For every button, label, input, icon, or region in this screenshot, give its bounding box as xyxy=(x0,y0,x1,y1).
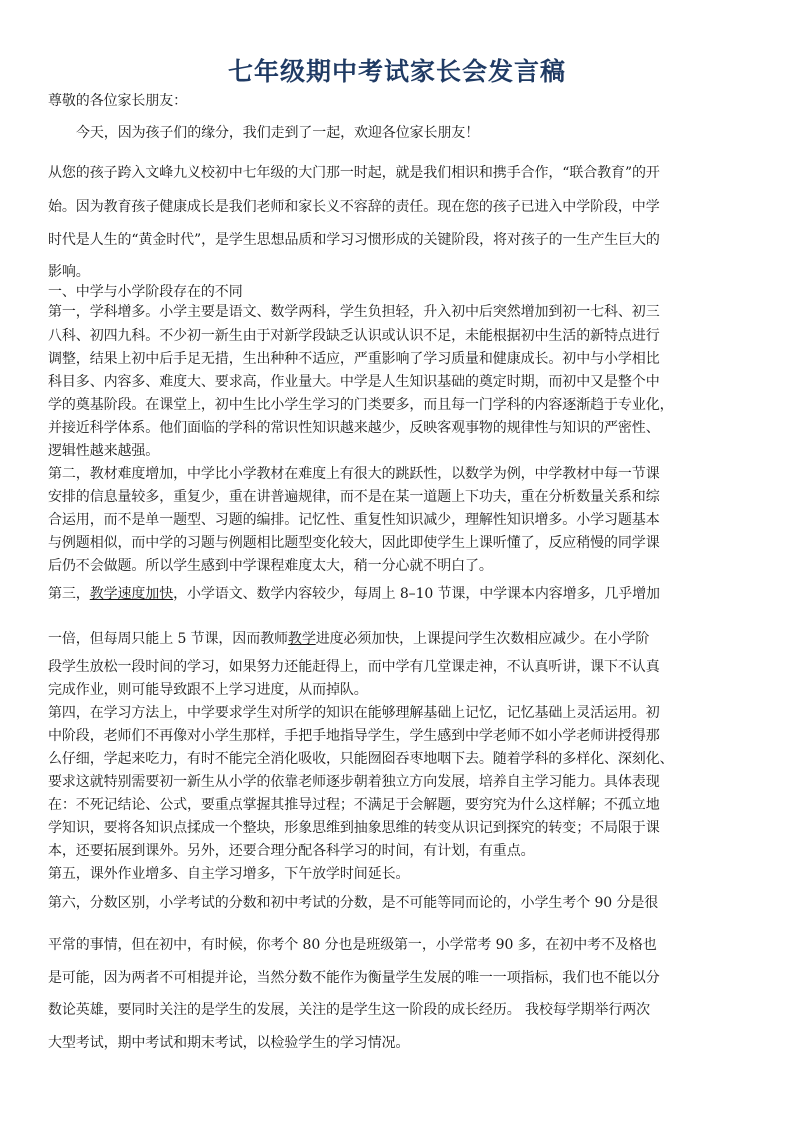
paragraph-line: 数论英雄，要同时关注的是学生的发展，关注的是学生这一阶段的成长经历。 我校每学期举行两次 xyxy=(48,1002,651,1018)
paragraph-line: 影响。 xyxy=(48,264,90,280)
greeting: 尊敬的各位家长朋友： xyxy=(48,93,187,109)
section-heading: 一、中学与小学阶段存在的不同 xyxy=(48,284,243,300)
link-text[interactable]: 教学 xyxy=(287,631,316,647)
paragraph-line: 平常的事情，但在初中，有时候，你考个 80 分也是班级第一，小学常考 90 多，在初中考不及格也 xyxy=(48,937,657,953)
paragraph-line: 与例题相似，而中学的习题与例题相比题型变化较大，因此即使学生上课听懂了，反应稍慢的同学课 xyxy=(48,535,660,551)
paragraph-line: 在：不死记结论、公式，要重点掌握其推导过程；不满足于会解题，要穷究为什么这样解；不孤立地 xyxy=(48,797,660,813)
paragraph-line xyxy=(48,584,750,604)
paragraph-line: 合运用，而不是单一题型、习题的编排。记忆性、重复性知识减少，理解性知识增多。小学习题基本 xyxy=(48,512,660,528)
paragraph-line: 后仍不会做题。所以学生感到中学课程难度太大，稍一分心就不明白了。 xyxy=(48,558,493,574)
link-text[interactable]: 教学速度加快 xyxy=(89,586,174,602)
paragraph-line: 调整，结果上初中后手足无措，生出种种不适应，严重影响了学习质量和健康成长。初中与小学相比 xyxy=(48,351,660,367)
paragraph-line: 第二，教材难度增加，中学比小学教材在难度上有很大的跳跃性，以数学为例，中学教材中每一节课 xyxy=(48,466,660,482)
paragraph-line: 逻辑性越来越强。 xyxy=(48,443,160,459)
paragraph-line: 第一，学科增多。小学主要是语文、数学两科，学生负担轻，升入初中后突然增加到初一七科、初三 xyxy=(48,304,660,320)
paragraph-line: 今天，因为孩子们的缘分，我们走到了一起，欢迎各位家长朋友！ xyxy=(76,125,480,141)
paragraph-line: 完成作业，则可能导致跟不上学习进度，从而掉队。 xyxy=(48,682,368,698)
paragraph-line: 学知识，要将各知识点揉成一个整块，形象思维到抽象思维的转变从识记到探究的转变；不局限于课 xyxy=(48,820,660,836)
paragraph-text: 进度必须加快，上课提问学生次数相应减少。在小学阶 xyxy=(315,631,650,647)
paragraph-line: 安排的信息量较多，重复少，重在讲普遍规律，而不是在某一道题上下功夫，重在分析数量关系和综 xyxy=(48,489,660,505)
paragraph-line: 并接近科学体系。他们面临的学科的常识性知识越来越少，反映客观事物的规律性与知识的严密性、 xyxy=(48,420,660,436)
paragraph-line: 是可能，因为两者不可相提并论，当然分数不能作为衡量学生发展的唯一一项指标，我们也不能以分 xyxy=(48,970,660,986)
paragraph-line: 八科、初四九科。不少初一新生由于对新学段缺乏认识或认识不足，未能根据初中生活的新特点进行 xyxy=(48,328,660,344)
paragraph-line: 第四，在学习方法上，中学要求学生对所学的知识在能够理解基础上记忆，记忆基础上灵活运用。初 xyxy=(48,705,660,721)
paragraph-line: 第六，分数区别，小学考试的分数和初中考试的分数，是不可能等同而论的，小学生考个 90 分是很 xyxy=(48,895,659,911)
paragraph-text: 一倍，但每周只能上 5 节课，因而教师 xyxy=(48,631,288,647)
paragraph-line: 要求这就特别需要初一新生从小学的依靠老师逐步朝着独立方向发展，培养自主学习能力。具体表现 xyxy=(48,774,660,790)
paragraph-line: 么仔细，学起来吃力，有时不能完全消化吸收，只能囫囵吞枣地咽下去。随着学科的多样化、深刻化、 xyxy=(48,751,674,767)
paragraph-line: 始。因为教育孩子健康成长是我们老师和家长义不容辞的责任。现在您的孩子已进入中学阶段，中学 xyxy=(48,199,660,215)
paragraph-line: 中阶段，老师们不再像对小学生那样，手把手地指导学生，学生感到中学老师不如小学老师讲授得那 xyxy=(48,728,660,744)
paragraph-line: 从您的孩子跨入文峰九义校初中七年级的大门那一时起，就是我们相识和携手合作，“联合教育”的开 xyxy=(48,165,660,181)
paragraph-line: 本，还要拓展到课外。另外，还要合理分配各科学习的时间，有计划，有重点。 xyxy=(48,843,535,859)
paragraph-line: 大型考试，期中考试和期末考试，以检验学生的学习情况。 xyxy=(48,1035,410,1051)
paragraph-line: 时代是人生的“黄金时代”，是学生思想品质和学习习惯形成的关键阶段，将对孩子的一生产生巨大的 xyxy=(48,232,660,248)
paragraph-text: ，小学语文、数学内容较少，每周上 8–10 节课，中学课本内容增多，几乎增加 xyxy=(173,586,660,602)
paragraph-line: 第五，课外作业增多、自主学习增多，下午放学时间延长。 xyxy=(48,866,410,882)
paragraph-line: 段学生放松一段时间的学习，如果努力还能赶得上，而中学有几堂课走神，不认真听讲，课下不认真 xyxy=(48,659,660,675)
paragraph-line xyxy=(48,629,750,649)
paragraph-line: 学的奠基阶段。在课堂上，初中生比小学生学习的门类要多，而且每一门学科的内容逐渐趋于专业化， xyxy=(48,397,674,413)
paragraph-line: 科目多、内容多、难度大、要求高，作业量大。中学是人生知识基础的奠定时期，而初中又是整个中 xyxy=(48,374,660,390)
paragraph-text: 第三， xyxy=(48,586,90,602)
document-title: 七年级期中考试家长会发言稿 xyxy=(227,57,566,86)
